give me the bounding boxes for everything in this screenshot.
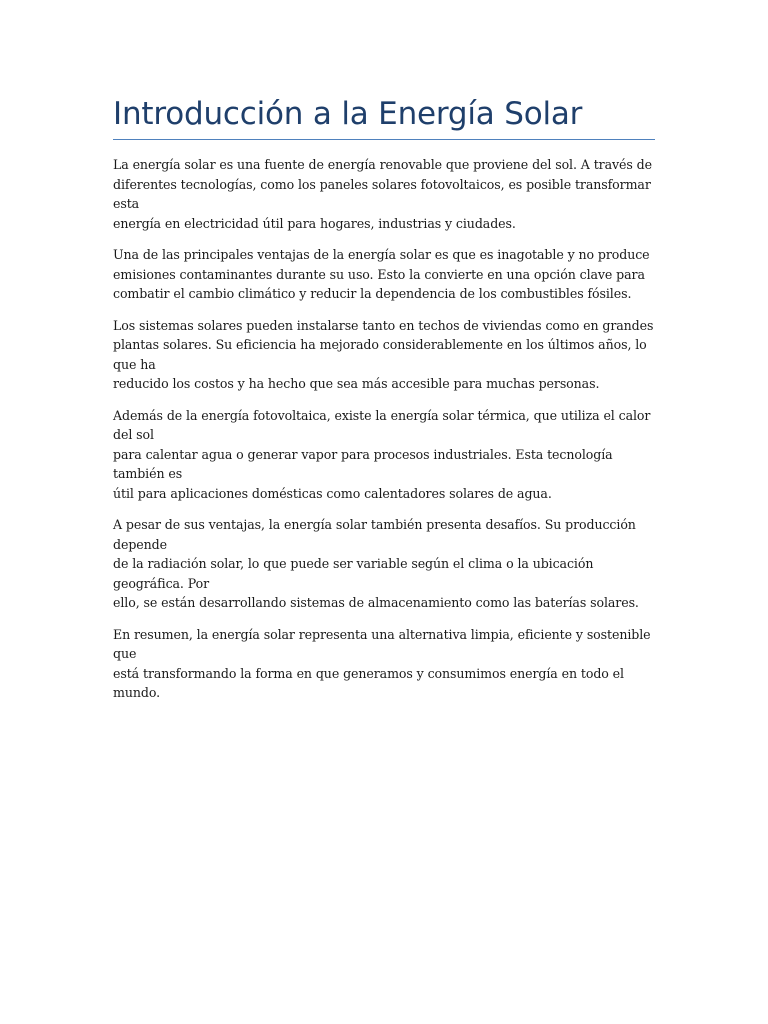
paragraph-2: Una de las principales ventajas de la energía solar es que es inagotable y no produce emisiones contaminantes durante su uso. Esto la convierte en una opción clave para combatir el cambio climático y reducir la dependencia de los combustibles fósiles. — [113, 247, 650, 301]
document-body — [113, 155, 655, 703]
paragraph-1: La energía solar es una fuente de energía renovable que proviene del sol. A través de diferentes tecnologías, como los paneles solares fotovoltaicos, es posible transformar esta energía en electricidad útil para hogares, industrias y ciudades. — [113, 157, 652, 231]
paragraph-6: En resumen, la energía solar representa una alternativa limpia, eficiente y sostenible que está transformando la forma en que generamos y consumimos energía en todo el mundo. — [113, 626, 651, 700]
paragraph-3: Los sistemas solares pueden instalarse tanto en techos de viviendas como en grandes plantas solares. Su eficiencia ha mejorado considerablemente en los últimos años, lo que ha reducido los costos y ha hecho que sea más accesible para muchas personas. — [113, 317, 654, 391]
document-content — [113, 94, 655, 715]
paragraph-4: Además de la energía fotovoltaica, existe la energía solar térmica, que utiliza el calor del sol para calentar agua o generar vapor para procesos industriales. Esta tecnología también es útil para aplicaciones domésticas como calentadores solares de agua. — [113, 407, 651, 501]
document-title: Introducción a la Energía Solar — [113, 94, 655, 140]
paragraph-5: A pesar de sus ventajas, la energía solar también presenta desafíos. Su producción depende de la radiación solar, lo que puede ser variable según el clima o la ubicación geográfica. Por ello, se están desarrollando sistemas de almacenamiento como las baterías solares. — [113, 517, 639, 610]
